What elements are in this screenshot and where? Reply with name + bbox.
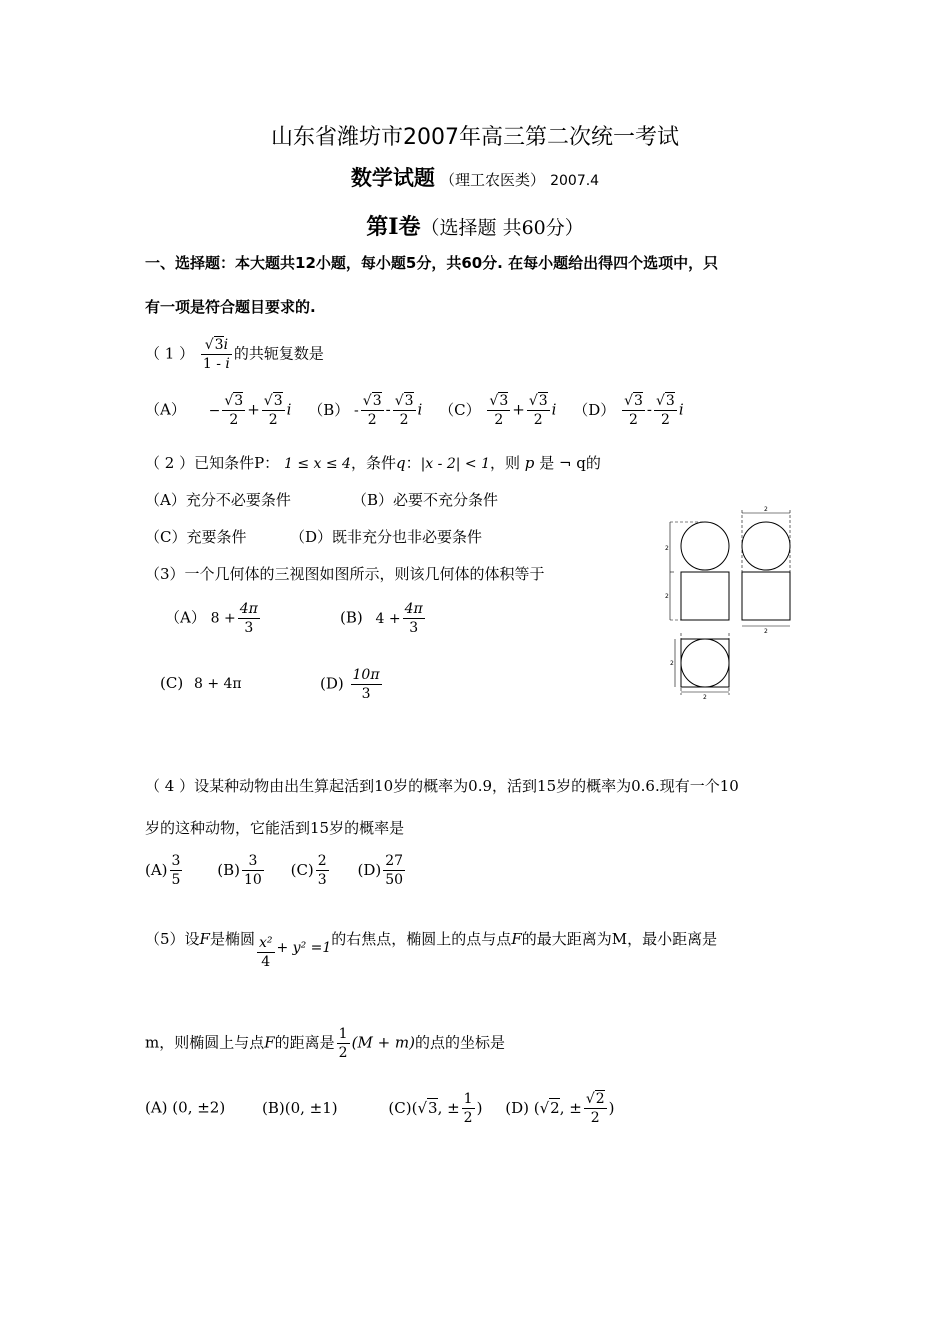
q2-stem-d: 是 ¬ q的: [539, 454, 601, 472]
q5-text-f: 的距离是: [274, 1033, 335, 1052]
q5-text-d: 的最大距离为M，最小距离是: [521, 930, 718, 948]
q4-option-a: (A) $\frac{3}{5}$: [145, 853, 181, 888]
volume-note: （选择题 共60分）: [420, 217, 584, 239]
q3-a-num: 4π: [239, 601, 258, 617]
q5-ellipse-frac: $\frac{\text{x²}}{4}$: [258, 935, 273, 970]
q2-cond-p: 1 ≤ x ≤ 4: [283, 456, 351, 472]
q5-F-1: F: [199, 930, 210, 948]
subtitle-date: 2007.4: [550, 173, 600, 189]
q4-options: [145, 852, 407, 889]
q3-a-den: 3: [244, 620, 254, 636]
q3-c-expr: 8 + 4π: [193, 676, 242, 692]
q1-option-a-label: （A）: [145, 400, 186, 419]
q4-line-2: 岁的这种动物，它能活到15岁的概率是: [145, 819, 405, 837]
dim-label-6: 2: [703, 694, 707, 700]
q5-option-c: (C)(√3, ± $\frac{1}{2}$ ): [388, 1091, 483, 1126]
q3-option-c: [160, 674, 242, 692]
q3-b-den: 3: [409, 620, 419, 636]
side-view-square: [742, 572, 790, 620]
exam-title: 山东省潍坊市2007年高三第二次统一考试: [271, 125, 679, 150]
q2-stem-a: （ 2 ）已知条件P：: [145, 454, 280, 472]
question-2: （ 2 ）已知条件P： 1 ≤ x ≤ 4，条件q：|x - 2| < 1，则 p 是 ¬ q的: [145, 454, 601, 472]
question-1: [145, 336, 324, 373]
q1-fraction: $\frac{√3i}{1 - i}$: [202, 337, 230, 372]
q4-line-1: （ 4 ）设某种动物由出生算起活到10岁的概率为0.9，活到15岁的概率为0.6.现有一个10: [145, 777, 739, 795]
q3-option-c-label: (C): [160, 674, 184, 692]
q5-text-a: （5）设: [145, 930, 200, 948]
q2-stem-c: ，则: [490, 454, 521, 472]
dim-label-4: 2: [764, 628, 768, 635]
q1-option-c-label: （C）: [439, 400, 481, 419]
q3-option-d: [320, 666, 384, 703]
q3-option-d-label: (D): [320, 674, 344, 693]
q1-option-b-label: （B）: [308, 400, 350, 419]
dim-label-3: 2: [764, 506, 768, 513]
q1-number: （ 1 ）: [145, 344, 195, 363]
dim-label-1: 2: [665, 545, 669, 552]
q5-options: [145, 1090, 615, 1127]
dim-label-5: 2: [670, 660, 674, 667]
q3-d-den: 3: [361, 686, 371, 702]
exam-subtitle: [0, 162, 950, 192]
q5-text-e: m，则椭圆上与点: [145, 1033, 265, 1052]
top-view-circle: [681, 639, 729, 687]
q5-option-a: (A) (0, ±2): [145, 1098, 226, 1117]
q4-option-b: (B) $\frac{3}{10}$: [217, 853, 262, 888]
q2-option-c: （C）充要条件: [145, 528, 247, 546]
q4-option-d: (D) $\frac{27}{50}$: [357, 853, 404, 888]
q5-text-c: 的右焦点，椭圆上的点与点: [331, 930, 512, 948]
q5-option-b: (B)(0, ±1): [261, 1098, 338, 1117]
q3-option-a: [165, 600, 262, 637]
q1-options: （A） − $\frac{√3}{2}$ + $\frac{√3}{2}$ i （B） - $\frac{√3}{2}$ - $\frac{√3}{2}$ i （C） $\frac{√3}{2}$ + $\frac{√3}{2}$ i （D） $\frac{√3}{2}$ - $\frac{√3}{2}$ i: [145, 393, 684, 428]
front-view-square: [681, 572, 729, 620]
q3-stem: （3）一个几何体的三视图如图所示，则该几何体的体积等于: [145, 565, 545, 583]
section-instruction-2: 有一项是符合题目要求的.: [145, 298, 316, 316]
q2-cond-q: |x - 2| < 1: [420, 456, 490, 472]
subtitle-category: （理工农医类）: [439, 171, 545, 189]
q5-half-expr: (M + m): [351, 1033, 415, 1052]
q3-b-num: 4π: [404, 601, 423, 617]
q5-line-1: [145, 928, 717, 971]
q2-option-d: （D）既非充分也非必要条件: [290, 528, 483, 546]
volume-heading: [0, 210, 950, 241]
q2-option-b: （B）必要不充分条件: [352, 491, 499, 509]
q2-option-a: （A）充分不必要条件: [145, 491, 291, 509]
q3-d-num: 10π: [352, 667, 380, 683]
volume-label: 第I卷: [366, 214, 421, 240]
q1-option-d-label: （D）: [573, 400, 616, 419]
q4-option-c: (C) $\frac{2}{3}$: [290, 853, 327, 888]
q5-F-3: F: [264, 1033, 275, 1052]
q5-option-d: (D) (√2, ± $\frac{√2}{2}$ ): [505, 1091, 615, 1126]
q3-a-expr: 8 +: [210, 610, 236, 627]
section-instruction-1: 一、选择题：本大题共12小题，每小题5分，共60分. 在每小题给出得四个选项中，只: [145, 254, 719, 272]
q5-text-g: 的点的坐标是: [415, 1033, 506, 1052]
side-view-circle: [742, 522, 790, 570]
subtitle-main: 数学试题: [350, 166, 435, 190]
q5-line-2: m，则椭圆上与点F的距离是 $\frac{1}{2}$ (M + m)的点的坐标是: [145, 1026, 506, 1061]
q3-option-b-label: (B): [340, 608, 363, 627]
q1-stem: 的共轭复数是: [233, 344, 324, 363]
three-view-figure: [660, 505, 800, 700]
q3-option-b: [340, 600, 427, 637]
q3-option-a-label: （A）: [165, 608, 206, 627]
q5-F-2: F: [511, 930, 522, 948]
q3-b-expr: 4 +: [375, 610, 401, 627]
q5-ellipse-tail: + y² =1: [276, 940, 332, 956]
front-view-circle: [681, 522, 729, 570]
dim-label-2: 2: [665, 593, 669, 600]
q5-text-b: 是椭圆: [209, 930, 255, 948]
q2-stem-b: ，条件: [350, 454, 396, 472]
